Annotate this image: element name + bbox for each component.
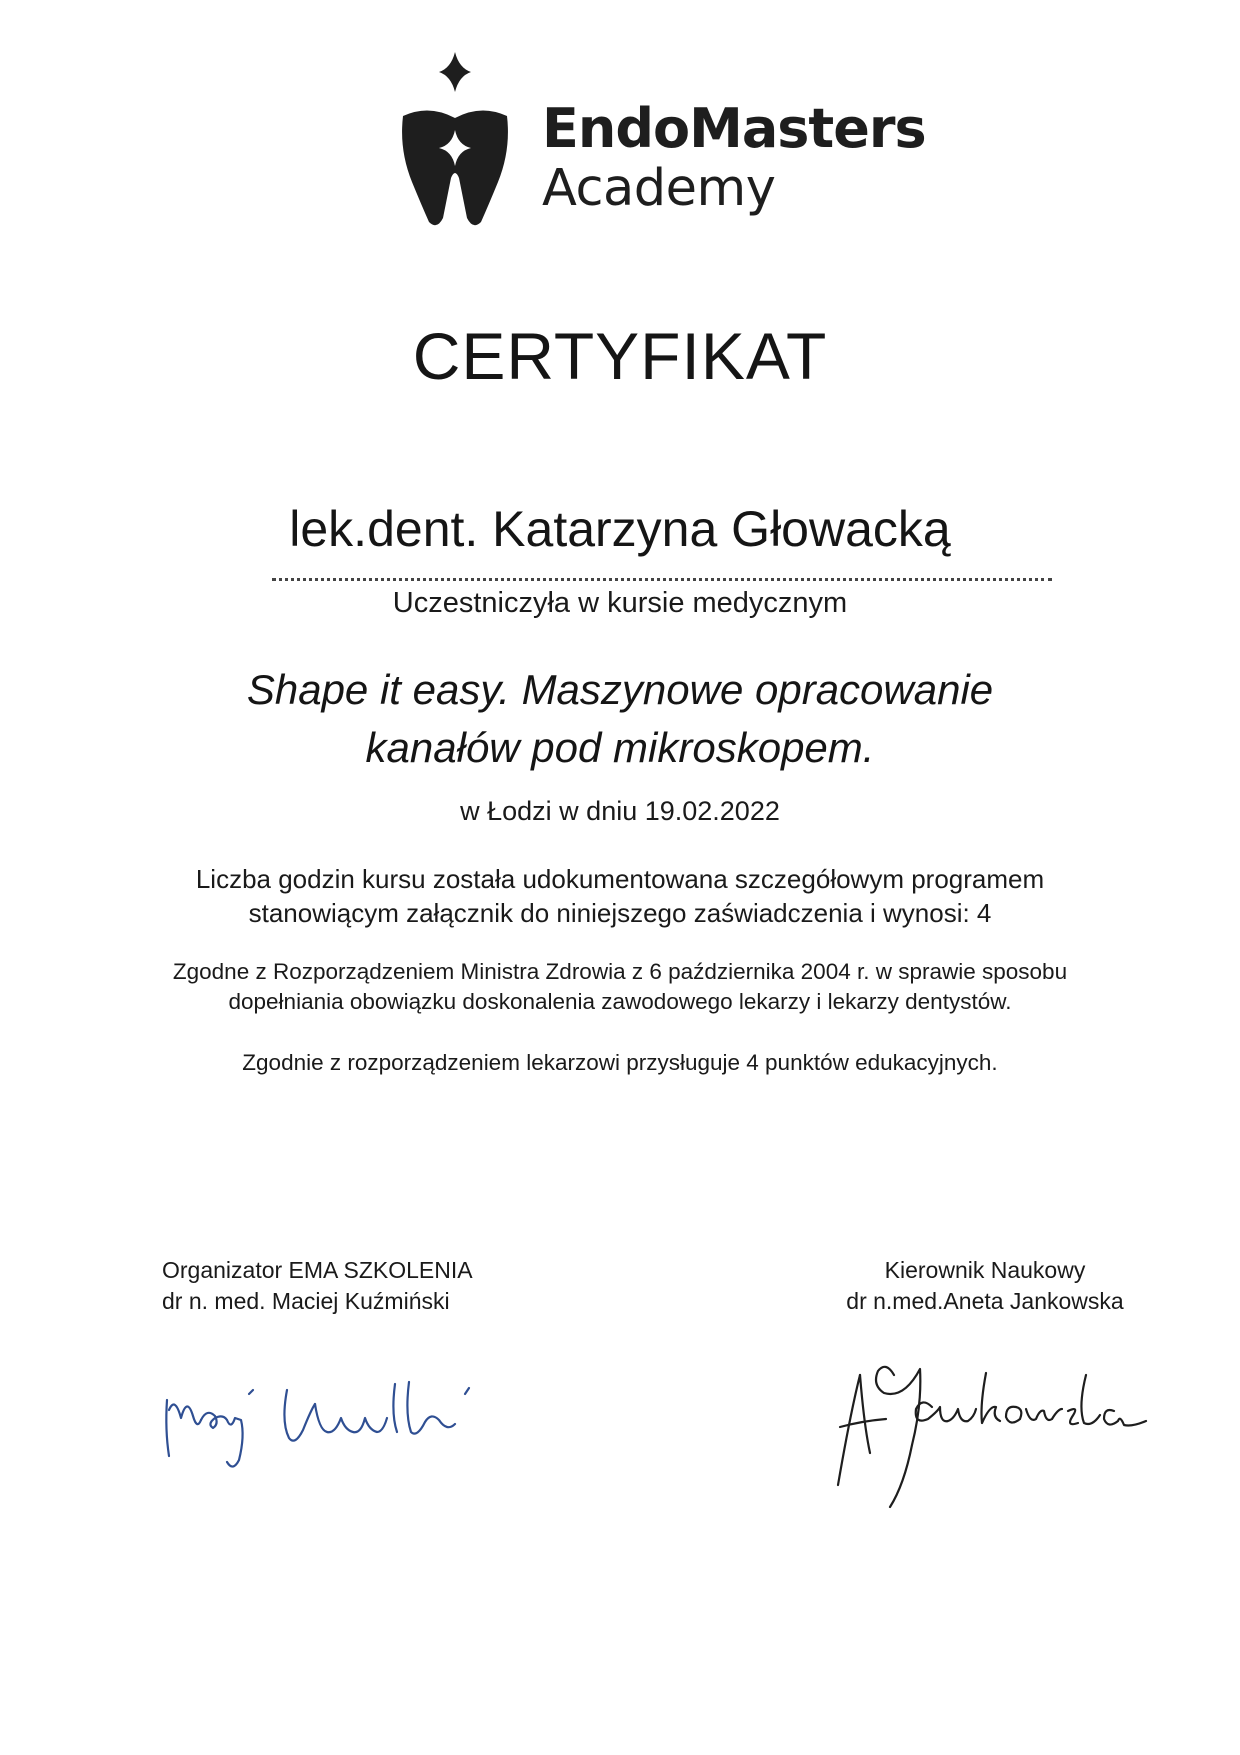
academy-logo — [395, 52, 935, 232]
participation-text: Uczestniczyła w kursie medycznym — [392, 587, 848, 619]
course-title-line-2: kanałów pod mikroskopem. — [365, 724, 875, 771]
organizer-role: Organizator EMA SZKOLENIA — [162, 1257, 473, 1283]
regulation-line-2: dopełniania obowiązku doskonalenia zawodowego lekarzy i lekarzy dentystów. — [228, 989, 1012, 1014]
certificate-title: CERTYFIKAT — [412, 319, 828, 393]
regulation-line-1: Zgodne z Rozporządzeniem Ministra Zdrowia z 6 października 2004 r. w sprawie sposobu — [172, 959, 1068, 984]
recipient-name: lek.dent. Katarzyna Głowacką — [289, 501, 951, 557]
organizer-signature — [155, 1360, 500, 1470]
logo-name: EndoMasters — [542, 97, 926, 160]
organizer-block — [162, 1255, 473, 1317]
hours-line-2: stanowiącym załącznik do niniejszego zaświadczenia i wynosi: 4 — [248, 898, 992, 928]
logo-subtitle: Academy — [542, 159, 776, 218]
place-and-date: w Łodzi w dniu 19.02.2022 — [460, 796, 780, 826]
organizer-name: dr n. med. Maciej Kuźmiński — [162, 1288, 450, 1314]
star-tooth-logo-icon — [395, 52, 515, 232]
director-role: Kierownik Naukowy — [884, 1257, 1086, 1283]
regulation-statement — [0, 957, 1240, 1017]
name-dotted-line — [272, 578, 1052, 581]
course-hours-statement — [0, 862, 1240, 930]
education-points-statement: Zgodnie z rozporządzeniem lekarzowi przysługuje 4 punktów edukacyjnych. — [242, 1050, 998, 1075]
hours-line-1: Liczba godzin kursu została udokumentowana szczegółowym programem — [195, 864, 1045, 894]
scientific-director-block — [835, 1255, 1135, 1317]
course-title-line-1: Shape it easy. Maszynowe opracowanie — [246, 666, 994, 713]
director-name: dr n.med.Aneta Jankowska — [846, 1288, 1124, 1314]
logo-wordmark — [542, 97, 926, 218]
director-signature — [820, 1335, 1150, 1515]
course-title — [0, 661, 1240, 777]
